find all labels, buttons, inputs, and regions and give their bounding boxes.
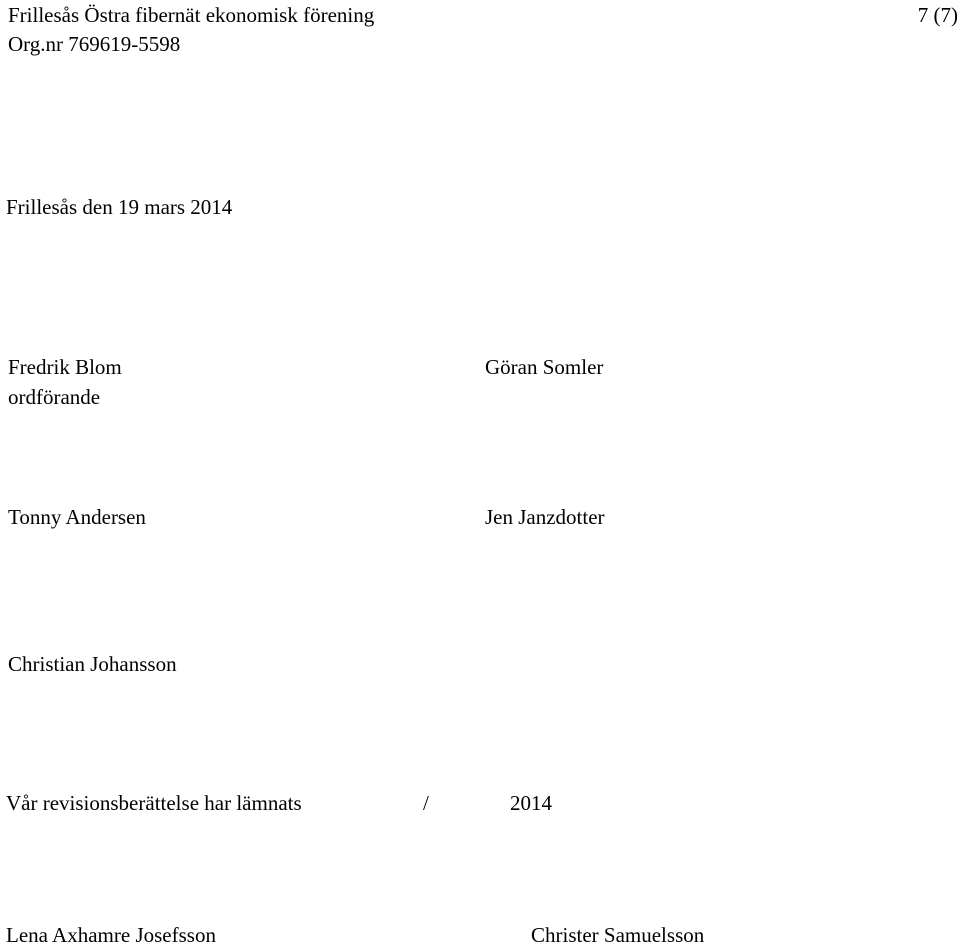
organization-name: Frillesås Östra fibernät ekonomisk förening <box>8 3 375 27</box>
page-number: 7 (7) <box>917 3 958 27</box>
signatory-name: Jen Janzdotter <box>485 505 605 529</box>
place-and-date: Frillesås den 19 mars 2014 <box>6 195 233 219</box>
signatory-name: Tonny Andersen <box>8 505 146 529</box>
audit-date-separator: / <box>423 791 429 815</box>
audit-statement: Vår revisionsberättelse har lämnats <box>6 791 302 815</box>
auditor-name: Christer Samuelsson <box>531 923 705 947</box>
signatory-name: Fredrik Blom <box>8 355 122 379</box>
signatory-name: Göran Somler <box>485 355 604 379</box>
signatory-name: Christian Johansson <box>8 652 177 676</box>
signatory-role: ordförande <box>8 385 101 409</box>
audit-year: 2014 <box>510 791 552 815</box>
organization-number: Org.nr 769619-5598 <box>8 32 181 56</box>
auditor-name: Lena Axhamre Josefsson <box>6 923 216 947</box>
